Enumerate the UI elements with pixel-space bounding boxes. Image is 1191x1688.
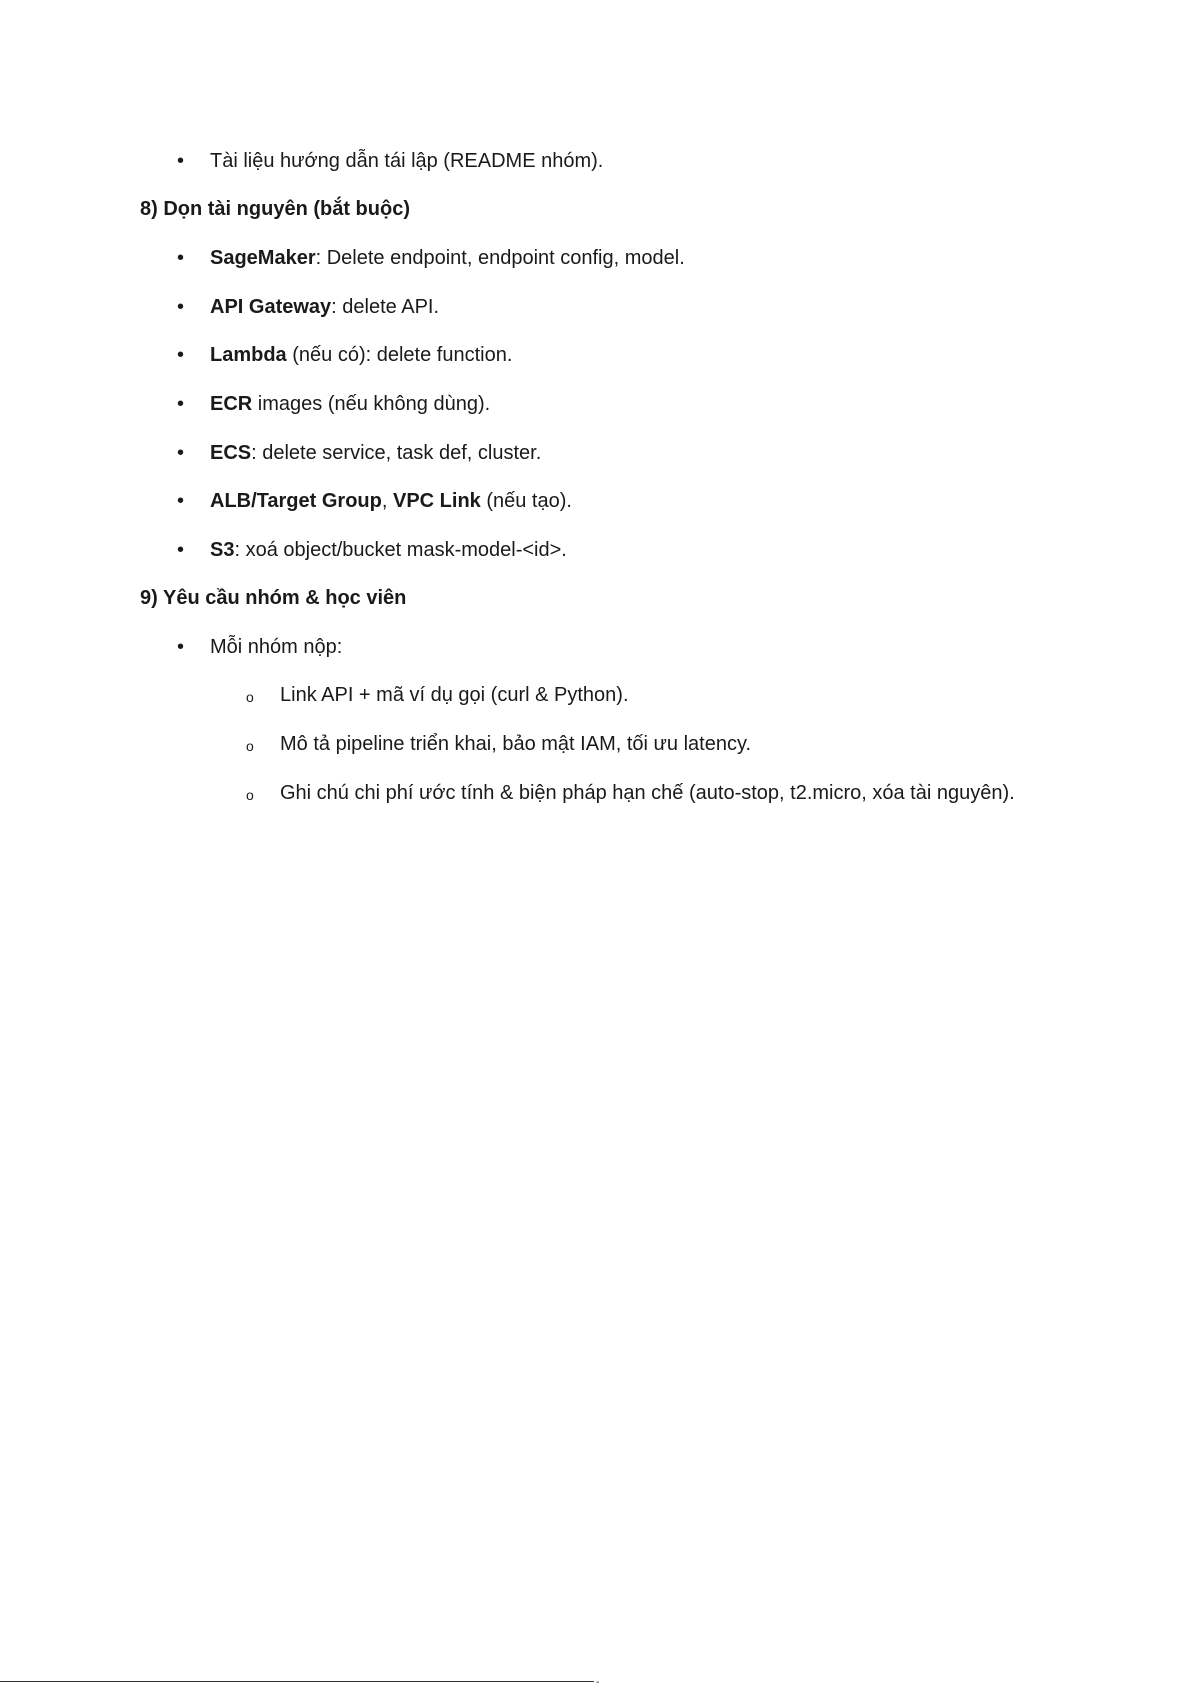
sub-bullet-icon: o [246, 738, 254, 754]
list-item-api-gateway: API Gateway: delete API. [210, 296, 440, 318]
section-9-heading: 9) Yêu cầu nhóm & học viên [140, 587, 407, 609]
bullet-icon: • [177, 344, 185, 366]
sub-bullet-icon: o [246, 787, 254, 803]
bullet-icon: • [177, 636, 185, 658]
bullet-icon: • [177, 247, 185, 269]
sub-list-item: Ghi chú chi phí ước tính & biện pháp hạn chế (auto-stop, t2.micro, xóa tài nguyên). [280, 782, 1015, 804]
bullet-icon: • [177, 539, 185, 561]
list-item-ecs: ECS: delete service, task def, cluster. [210, 442, 542, 464]
list-item-lambda: Lambda (nếu có): delete function. [210, 344, 513, 366]
section-8-heading: 8) Dọn tài nguyên (bắt buộc) [140, 198, 410, 220]
list-item-ecr: ECR images (nếu không dùng). [210, 393, 491, 415]
list-item-s3: S3: xoá object/bucket mask-model-<id>. [210, 539, 567, 561]
bullet-icon: • [177, 150, 185, 172]
sub-bullet-icon: o [246, 689, 254, 705]
bullet-icon: • [177, 442, 185, 464]
list-item: Mỗi nhóm nộp: [210, 636, 343, 658]
list-item: Tài liệu hướng dẫn tái lập (README nhóm). [210, 150, 604, 172]
list-item-alb: ALB/Target Group, VPC Link (nếu tạo). [210, 490, 572, 512]
page-number-mark: - [596, 1677, 600, 1688]
bullet-icon: • [177, 393, 185, 415]
bullet-icon: • [177, 490, 185, 512]
footer-divider [0, 1681, 594, 1682]
bullet-icon: • [177, 296, 185, 318]
list-item-sagemaker: SageMaker: Delete endpoint, endpoint config, model. [210, 247, 685, 269]
sub-list-item: Link API + mã ví dụ gọi (curl & Python). [280, 684, 629, 706]
sub-list-item: Mô tả pipeline triển khai, bảo mật IAM, tối ưu latency. [280, 733, 752, 755]
